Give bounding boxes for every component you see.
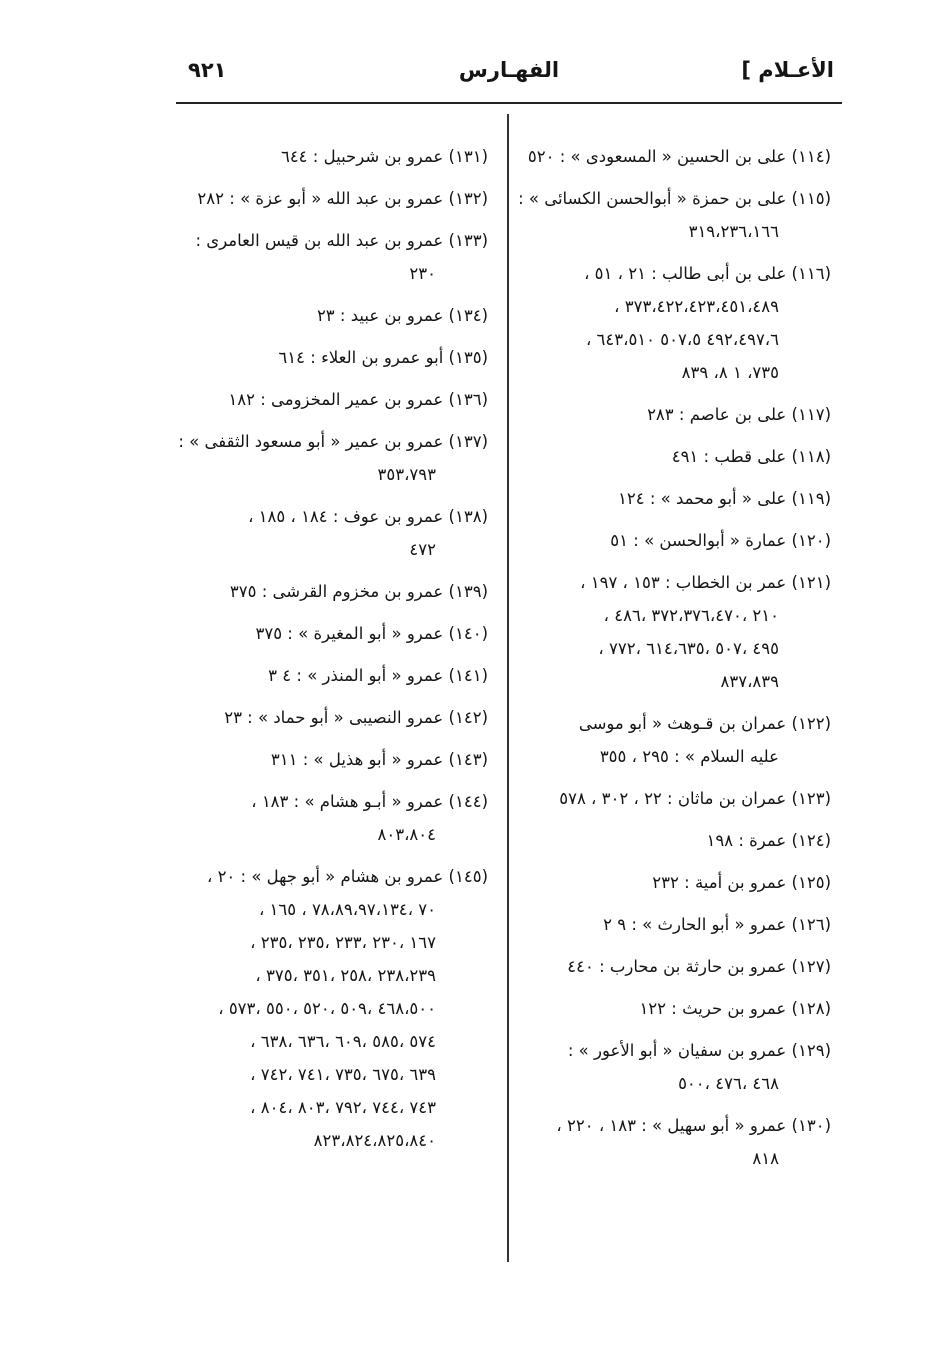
index-entry (531, 482, 831, 515)
index-entry (531, 782, 831, 815)
index-entry (531, 566, 831, 698)
index-entry (188, 785, 488, 851)
entry-continuation: ٧٤٣ ،٧٤٤ ،٧٩٢ ،٨٠٣ ،٨٠٤ ، (250, 1098, 436, 1117)
index-entry (188, 182, 488, 215)
entry-line: (١٢٢) عمران بن قـوهث « أبو موسى (578, 714, 831, 733)
entry-continuation: ٢٣٠ (409, 264, 436, 283)
index-entry (188, 383, 488, 416)
entry-continuation: ٢٣٨،٢٣٩ ،٢٥٨ ،٣٥١ ،٣٧٥ ، (255, 966, 436, 985)
entry-line: (١٣١) عمرو بن شرحبيل : ٦٤٤ (280, 147, 488, 166)
entry-line: (١١٥) على بن حمزة « أبوالحسن الكسائى » : (518, 189, 831, 208)
entry-continuation: ٣١٩،٢٣٦،١٦٦ (688, 222, 779, 241)
entry-continuation: ٦٣٩ ،٦٧٥ ،٧٣٥ ،٧٤١ ،٧٤٢ ، (250, 1065, 436, 1084)
entry-line: (١٢٧) عمرو بن حارثة بن محارب : ٤٤٠ (567, 957, 831, 976)
entry-continuation: ٤٩٥ ،٥٠٧ ،٦١٤،٦٣٥ ،٧٧٢ ، (598, 639, 779, 658)
index-entry (531, 524, 831, 557)
index-entry (531, 398, 831, 431)
index-entry (188, 575, 488, 608)
index-entry (188, 701, 488, 734)
entry-line: (١٤٢) عمرو النصيبى « أبو حماد » : ٢٣ (224, 708, 488, 727)
entry-line: (١٢٣) عمران بن ماثان : ٢٢ ، ٣٠٢ ، ٥٧٨ (559, 789, 831, 808)
entry-continuation: عليه السلام » : ٢٩٥ ، ٣٥٥ (599, 747, 779, 766)
entry-continuation: ٨٠٣،٨٠٤ (377, 825, 436, 844)
index-entry (531, 866, 831, 899)
entry-line: (١٤٠) عمرو « أبو المغيرة » : ٣٧٥ (255, 624, 488, 643)
index-entry (188, 617, 488, 650)
entry-continuation: ٣٥٣،٧٩٣ (377, 465, 436, 484)
entry-line: (١١٦) على بن أبى طالب : ٢١ ، ٥١ ، (584, 264, 831, 283)
index-entry (531, 1109, 831, 1175)
entry-line: (١١٨) على قطب : ٤٩١ (671, 447, 831, 466)
entry-continuation: ٣٧٣،٤٢٢،٤٢٣،٤٥١،٤٨٩ ، (614, 297, 779, 316)
entry-line: (١٢٩) عمرو بن سفيان « أبو الأعور » : (567, 1041, 831, 1060)
entry-continuation: ٧٠ ،٧٨،٨٩،٩٧،١٣٤ ، ١٦٥ ، (258, 900, 436, 919)
entry-line: (١٣٥) أبو عمرو بن العلاء : ٦١٤ (278, 348, 488, 367)
entry-continuation: ٧٣٥، ١ ٨، ٨٣٩ (681, 363, 779, 382)
entry-line: (١٣٩) عمرو بن مخزوم القرشى : ٣٧٥ (229, 582, 488, 601)
entry-continuation: ٨١٨ (752, 1149, 779, 1168)
entry-continuation: ٤٦٨،٥٠٠ ،٥٠٩ ،٥٢٠ ،٥٥٠ ،٥٧٣ ، (218, 999, 436, 1018)
entry-continuation: ٥٧٤ ،٥٨٥ ،٦٠٩ ،٦٣٦ ،٦٣٨ ، (250, 1032, 436, 1051)
entry-line: (١٤٤) عمرو « أبـو هشام » : ١٨٣ ، (251, 792, 488, 811)
column-divider (507, 114, 509, 1262)
entry-line: (١٣٦) عمرو بن عمير المخزومى : ١٨٢ (228, 390, 488, 409)
entry-line: (١١٩) على « أبو محمد » : ١٢٤ (618, 489, 831, 508)
index-entry (188, 224, 488, 290)
page-number: ٩٢١ (188, 58, 227, 82)
entry-line: (١٢٨) عمرو بن حريث : ١٢٢ (639, 999, 831, 1018)
entry-line: (١٢٠) عمارة « أبوالحسن » : ٥١ (610, 531, 831, 550)
index-entry (188, 860, 488, 1157)
index-entry (178, 425, 488, 491)
entry-line: (١٣٢) عمرو بن عبد الله « أبو عزة » : ٢٨٢ (197, 189, 488, 208)
index-entry (188, 299, 488, 332)
entry-line: (١٢٥) عمرو بن أمية : ٢٣٢ (652, 873, 831, 892)
entry-continuation: ٨٣٧،٨٣٩ (720, 672, 779, 691)
index-entry (531, 908, 831, 941)
header-rule (176, 102, 842, 104)
entry-line: (١٣٣) عمرو بن عبد الله بن قيس العامرى : (195, 231, 488, 250)
index-entry (531, 1034, 831, 1100)
entry-line: (١٣٧) عمرو بن عمير « أبو مسعود الثقفى » : (178, 432, 488, 451)
entry-line: (١٤٣) عمرو « أبو هذيل » : ٣١١ (270, 750, 488, 769)
entry-continuation: ٤٦٨ ،٤٧٦ ،٥٠٠ (678, 1074, 779, 1093)
entry-continuation: ٤٩٢،٤٩٧،٦ ٥٠٧،٥ ٦٤٣،٥١٠ ، (585, 330, 779, 349)
index-entry (531, 992, 831, 1025)
entry-line: (١١٧) على بن عاصم : ٢٨٣ (647, 405, 831, 424)
entry-line: (١١٤) على بن الحسين « المسعودى » : ٥٢٠ (527, 147, 831, 166)
left-column (178, 140, 488, 1166)
entry-line: (١٢٤) عمرة : ١٩٨ (706, 831, 831, 850)
entry-continuation: ٨٢٣،٨٢٤،٨٢٥،٨٤٠ (313, 1131, 436, 1150)
index-entry (188, 140, 488, 173)
section-name: الأعـلام ] (741, 58, 834, 82)
right-column (518, 140, 831, 1184)
index-entry (188, 500, 488, 566)
index-entry (527, 140, 831, 173)
index-entry (531, 440, 831, 473)
index-entry (188, 743, 488, 776)
entry-line: (١٤١) عمرو « أبو المنذر » : ٤ ٣ (268, 666, 488, 685)
page-header (178, 58, 840, 92)
index-entry (531, 824, 831, 857)
index-entry (188, 341, 488, 374)
entry-line: (١٣٨) عمرو بن عوف : ١٨٤ ، ١٨٥ ، (248, 507, 488, 526)
entry-continuation: ١٦٧ ،٢٣٠ ،٢٣٣ ،٢٣٥ ،٢٣٥ ، (250, 933, 436, 952)
index-entry (531, 707, 831, 773)
entry-line: (١٣٤) عمرو بن عبيد : ٢٣ (316, 306, 488, 325)
entry-continuation: ٤٧٢ (409, 540, 436, 559)
entry-line: (١٢١) عمر بن الخطاب : ١٥٣ ، ١٩٧ ، (580, 573, 831, 592)
entry-line: (١٢٦) عمرو « أبو الحارث » : ٩ ٢ (603, 915, 831, 934)
page-title: الفهـارس (458, 58, 560, 82)
index-entry (531, 257, 831, 389)
entry-line: (١٤٥) عمرو بن هشام « أبو جهل » : ٢٠ ، (206, 867, 488, 886)
entry-line: (١٣٠) عمرو « أبو سهيل » : ١٨٣ ، ٢٢٠ ، (556, 1116, 831, 1135)
index-entry (188, 659, 488, 692)
index-entry (518, 182, 831, 248)
index-entry (531, 950, 831, 983)
entry-continuation: ٢١٠ ،٣٧٢،٣٧٦،٤٧٠ ،٤٨٦ ، (603, 606, 779, 625)
